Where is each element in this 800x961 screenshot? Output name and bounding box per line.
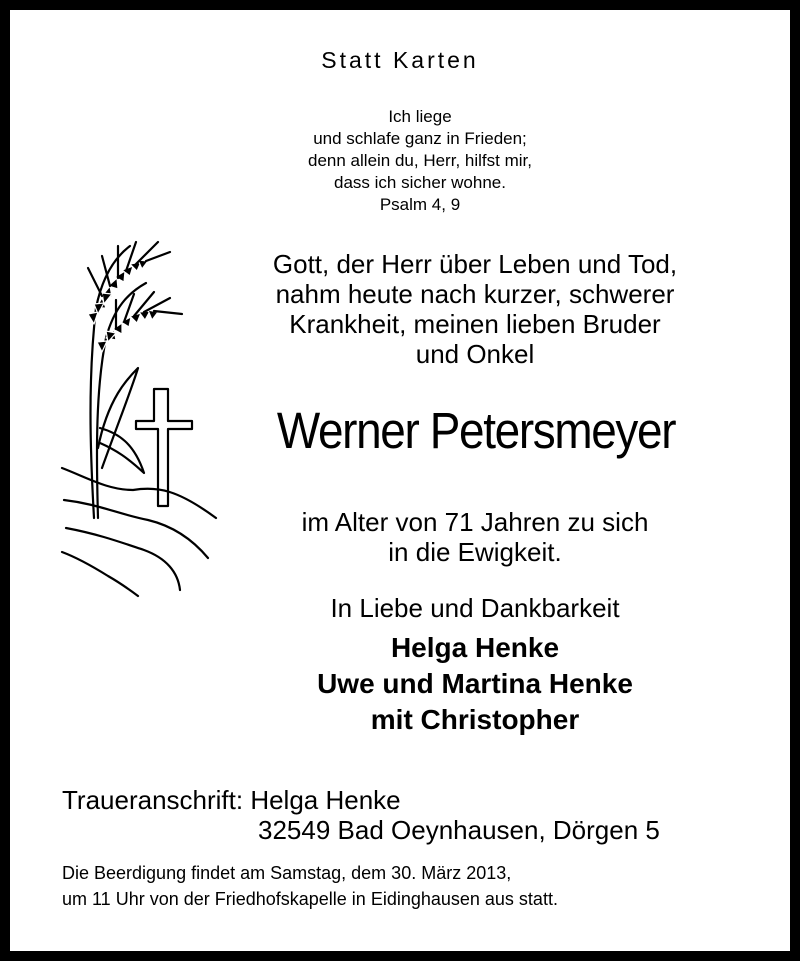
- psalm-line: denn allein du, Herr, hilfst mir,: [308, 151, 532, 170]
- announcement-line: und Onkel: [415, 339, 535, 369]
- closing-phrase: In Liebe und Dankbarkeit: [330, 593, 620, 623]
- mourner-name: mit Christopher: [370, 704, 580, 735]
- announcement-line: nahm heute nach kurzer, schwerer: [275, 279, 675, 309]
- funeral-details: [62, 860, 558, 912]
- age-line: in die Ewigkeit.: [388, 537, 562, 567]
- psalm-line: und schlafe ganz in Frieden;: [313, 129, 527, 148]
- wheat-cross-icon: [58, 228, 218, 598]
- announcement-text: [230, 249, 720, 369]
- mourning-address-street: 32549 Bad Oeynhausen, Dörgen 5: [258, 815, 660, 845]
- funeral-line: Die Beerdigung findet am Samstag, dem 30. März 2013,: [62, 863, 512, 883]
- psalm-line: Ich liege: [388, 107, 452, 126]
- mourner-name: Uwe und Martina Henke: [317, 668, 633, 699]
- signature-block: [240, 593, 710, 738]
- psalm-reference: Psalm 4, 9: [379, 195, 461, 214]
- mourning-address-label: Traueranschrift: Helga Henke: [62, 785, 401, 815]
- deceased-name: Werner Petersmeyer: [276, 402, 676, 459]
- header-statt-karten: Statt Karten: [321, 47, 479, 73]
- mourner-name: Helga Henke: [390, 632, 560, 663]
- age-text: [240, 507, 710, 567]
- announcement-line: Krankheit, meinen lieben Bruder: [289, 309, 661, 339]
- psalm-line: dass ich sicher wohne.: [334, 173, 506, 192]
- psalm-verse: [290, 106, 550, 216]
- funeral-line: um 11 Uhr von der Friedhofskapelle in Eidinghausen aus statt.: [62, 889, 558, 909]
- announcement-line: Gott, der Herr über Leben und Tod,: [272, 249, 678, 279]
- age-line: im Alter von 71 Jahren zu sich: [301, 507, 649, 537]
